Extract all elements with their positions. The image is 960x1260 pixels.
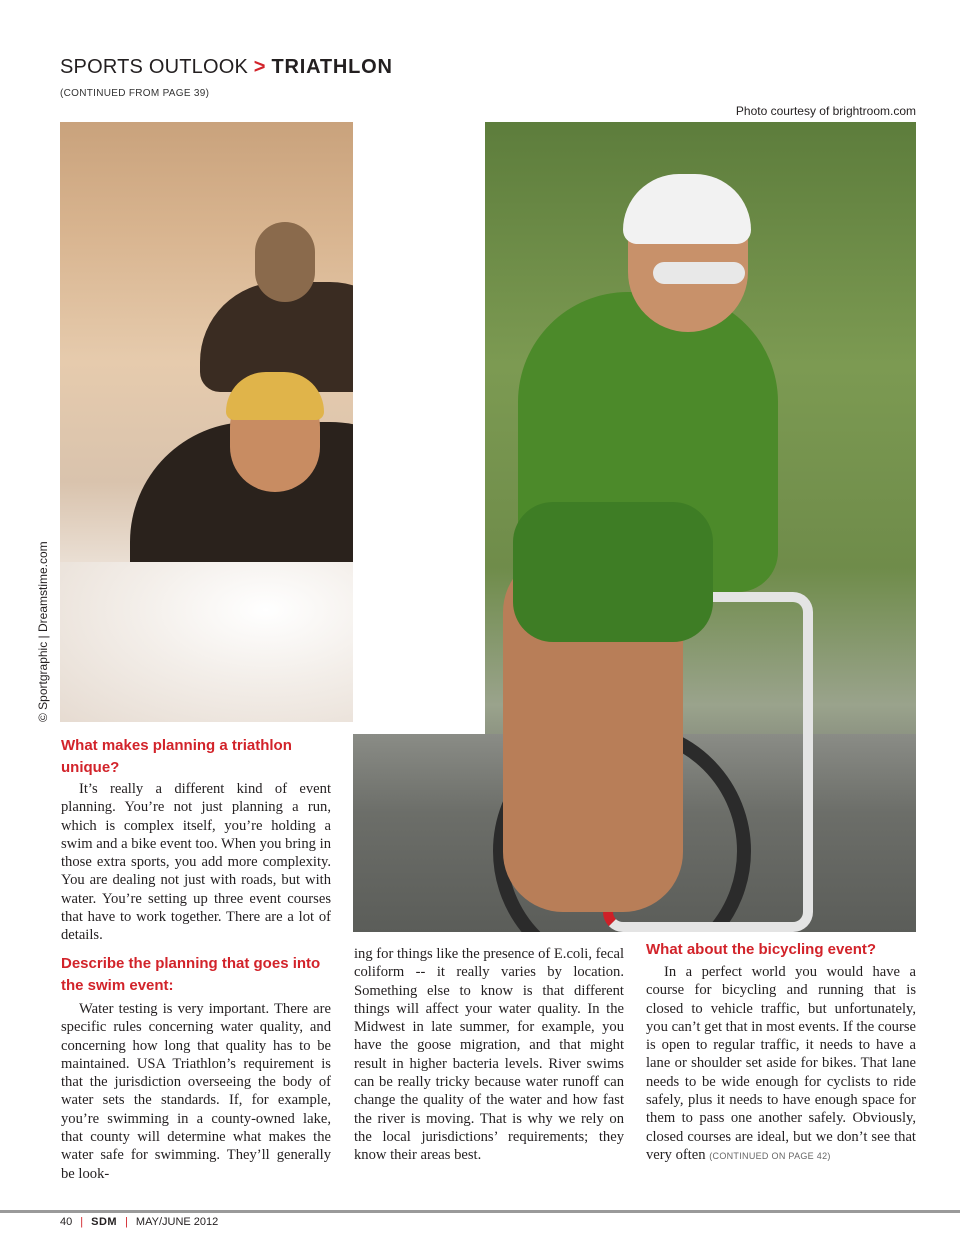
- rider-shorts: [513, 502, 713, 642]
- answer-unique: It’s really a different kind of event planning. You’re not just planning a run, which is complex itself, you’re holding a swim and a bike event too. When you bring in those extra sports, you add more complexity. You are dealing not just with roads, but with water. You’re setting up three event courses that have to work together. There are a lot of details.: [61, 781, 331, 944]
- page-footer: [60, 1216, 218, 1228]
- cyclist-photo: [353, 122, 916, 932]
- answer-bicycling-text: In a perfect world you would have a course for bicycling and running that is closed to vehicle traffic, but unfortunately, you can’t get that in most events. If the course is open to regular traffic, it needs to have a lane or shoulder set aside for bikes. That lane needs to be wide enough for cyclists to ride safely, plus it needs to have enough space for them to pass one another safely. Obviously, closed courses are ideal, but we don’t see that very often: [646, 964, 916, 1163]
- swim-photo-credit: © Sportgraphic | Dreamstime.com: [36, 541, 50, 722]
- section-arrow: >: [253, 56, 266, 78]
- bike-photo-credit: Photo courtesy of brightroom.com: [735, 104, 916, 118]
- footer-separator-2: |: [125, 1216, 128, 1228]
- rider-sunglasses: [653, 262, 745, 284]
- section-topic: TRIATHLON: [271, 56, 393, 78]
- issue-date: MAY/JUNE 2012: [135, 1216, 219, 1228]
- question-swim: Describe the planning that goes into the swim event:: [61, 955, 321, 994]
- question-unique: What makes planning a triathlon unique?: [61, 737, 292, 776]
- footer-separator: |: [80, 1216, 84, 1228]
- answer-swim-part2: ing for things like the presence of E.coli, fecal coliform -- it really varies by location. Something else to know is that different things will affect your water quality. In the Midwest in late summer, for example, you have the goose migration, and that might result in higher bacteria levels. River swims can be really tricky because water runoff can change the quality of the water and how fast the river is moving. That is why we rely on the local jurisdictions’ requirements; they know their areas best.: [354, 946, 624, 1164]
- footer-rule: [0, 1210, 960, 1213]
- page-number: 40: [60, 1216, 73, 1228]
- answer-swim-part1: Water testing is very important. There are specific rules concerning water quality, and concerning how long that quality has to be maintained. USA Triathlon’s requirement is that the jurisdiction overseeing the body of water sets the standards. If, for example, you’re swimming in a county-owned lake, that county will determine what makes the water safe for swimming. They’ll generally be look-: [61, 1001, 331, 1182]
- section-header: [60, 56, 393, 79]
- magazine-logo: SDM: [91, 1216, 118, 1228]
- question-bicycling: What about the bicycling event?: [646, 941, 877, 958]
- continued-from-note: (CONTINUED FROM PAGE 39): [60, 88, 210, 99]
- answer-bicycling: [646, 963, 916, 1165]
- continued-to-note[interactable]: (CONTINUED ON PAGE 42): [709, 1150, 831, 1161]
- background-swimmer-head: [255, 222, 315, 302]
- section-label: SPORTS OUTLOOK: [60, 56, 249, 78]
